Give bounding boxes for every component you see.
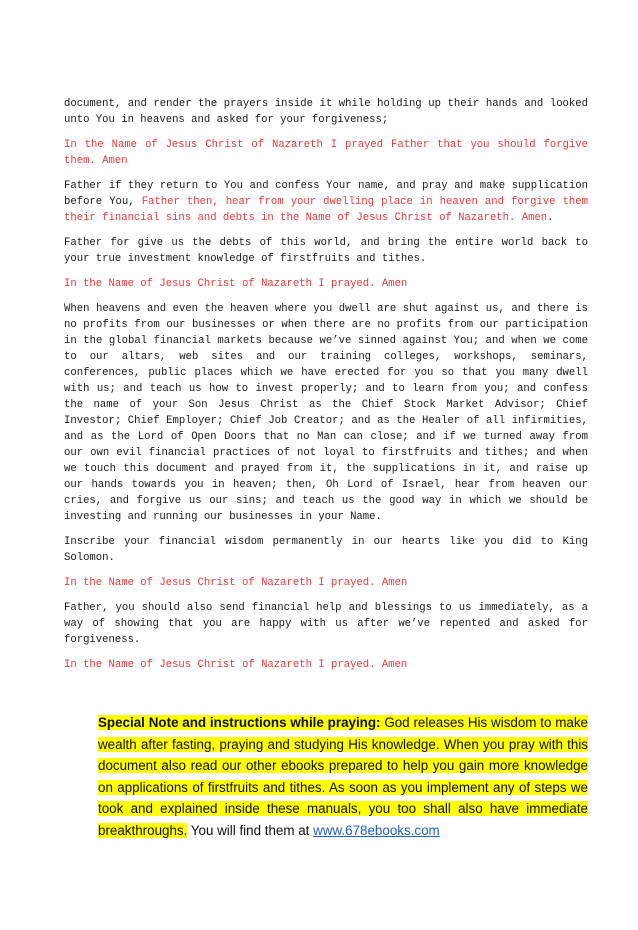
special-note-body: God releases His wisdom to make wealth after fasting, praying and studying His knowledge. When you pray with this document also read our other ebooks prepared to help you gain more knowledge on applications of firstfruits and tithes. As soon as you implement any of steps we took and explained inside these manuals, you too shall also have immediate breakthroughs. — [98, 715, 588, 838]
confess-period: . — [547, 212, 554, 224]
special-note — [98, 712, 588, 842]
special-note-tail: You will find them at — [187, 822, 314, 838]
prayer-amen-1: In the Name of Jesus Christ of Nazareth I prayed Father that you should forgive them. Amen — [64, 139, 588, 167]
prayer-amen-4: In the Name of Jesus Christ of Nazareth I prayed. Amen — [64, 659, 408, 671]
confess-text: Father if they return to You and confess Your name, and pray and make supplication before You, — [64, 180, 588, 208]
paragraph-debts: Father for give us the debts of this world, and bring the entire world back to your true investment knowledge of firstfruits and tithes. — [64, 237, 588, 265]
paragraph-confess — [64, 178, 588, 226]
paragraph-heavens: When heavens and even the heaven where you dwell are shut against us, and there is no profits from our businesses or when there are no profits from our participation in the global financial markets because we’ve sinned against You; and when we come to our altars, web sites and our training colleges, workshops, seminars, conferences, public places which we have erected for you so that you many dwell with us; and teach us how to invest properly; and to learn from you; and confess the name of your Son Jesus Christ as the Chief Stock Market Advisor; Chief Investor; Chief Employer; Chief Job Creator; and as the Healer of all infirmities, and as the Lord of Open Doors that no Man can close; and if we turned away from our own evil financial practices of not loyal to firstfruits and tithes; and when we touch this document and prayed from it, the supplications in it, and raise up our hands towards you in heaven; then, Oh Lord of Israel, hear from heaven our cries, and forgive us our sins; and teach us the good way in which we should be investing and running our businesses in your Name. — [64, 303, 588, 523]
paragraph-wisdom: Inscribe your financial wisdom permanently in our hearts like you did to King Solomon. — [64, 536, 588, 564]
document-body — [64, 96, 588, 682]
confess-red-text: Father then, hear from your dwelling place in heaven and forgive them their financial sins and debts in the Name of Jesus Christ of Nazareth. Amen — [64, 196, 588, 224]
paragraph-forgiveness: document, and render the prayers inside it while holding up their hands and looked unto You in heavens and asked for your forgiveness; — [64, 98, 588, 126]
prayer-amen-3: In the Name of Jesus Christ of Nazareth I prayed. Amen — [64, 577, 408, 589]
special-note-highlight — [98, 715, 588, 838]
paragraph-financial-help: Father, you should also send financial help and blessings to us immediately, as a way of showing that you are happy with us after we’ve repented and asked for forgiveness. — [64, 602, 588, 646]
special-note-label: Special Note and instructions while praying: — [98, 715, 381, 730]
prayer-amen-2: In the Name of Jesus Christ of Nazareth I prayed. Amen — [64, 278, 408, 290]
ebooks-link[interactable]: www.678ebooks.com — [313, 822, 440, 838]
